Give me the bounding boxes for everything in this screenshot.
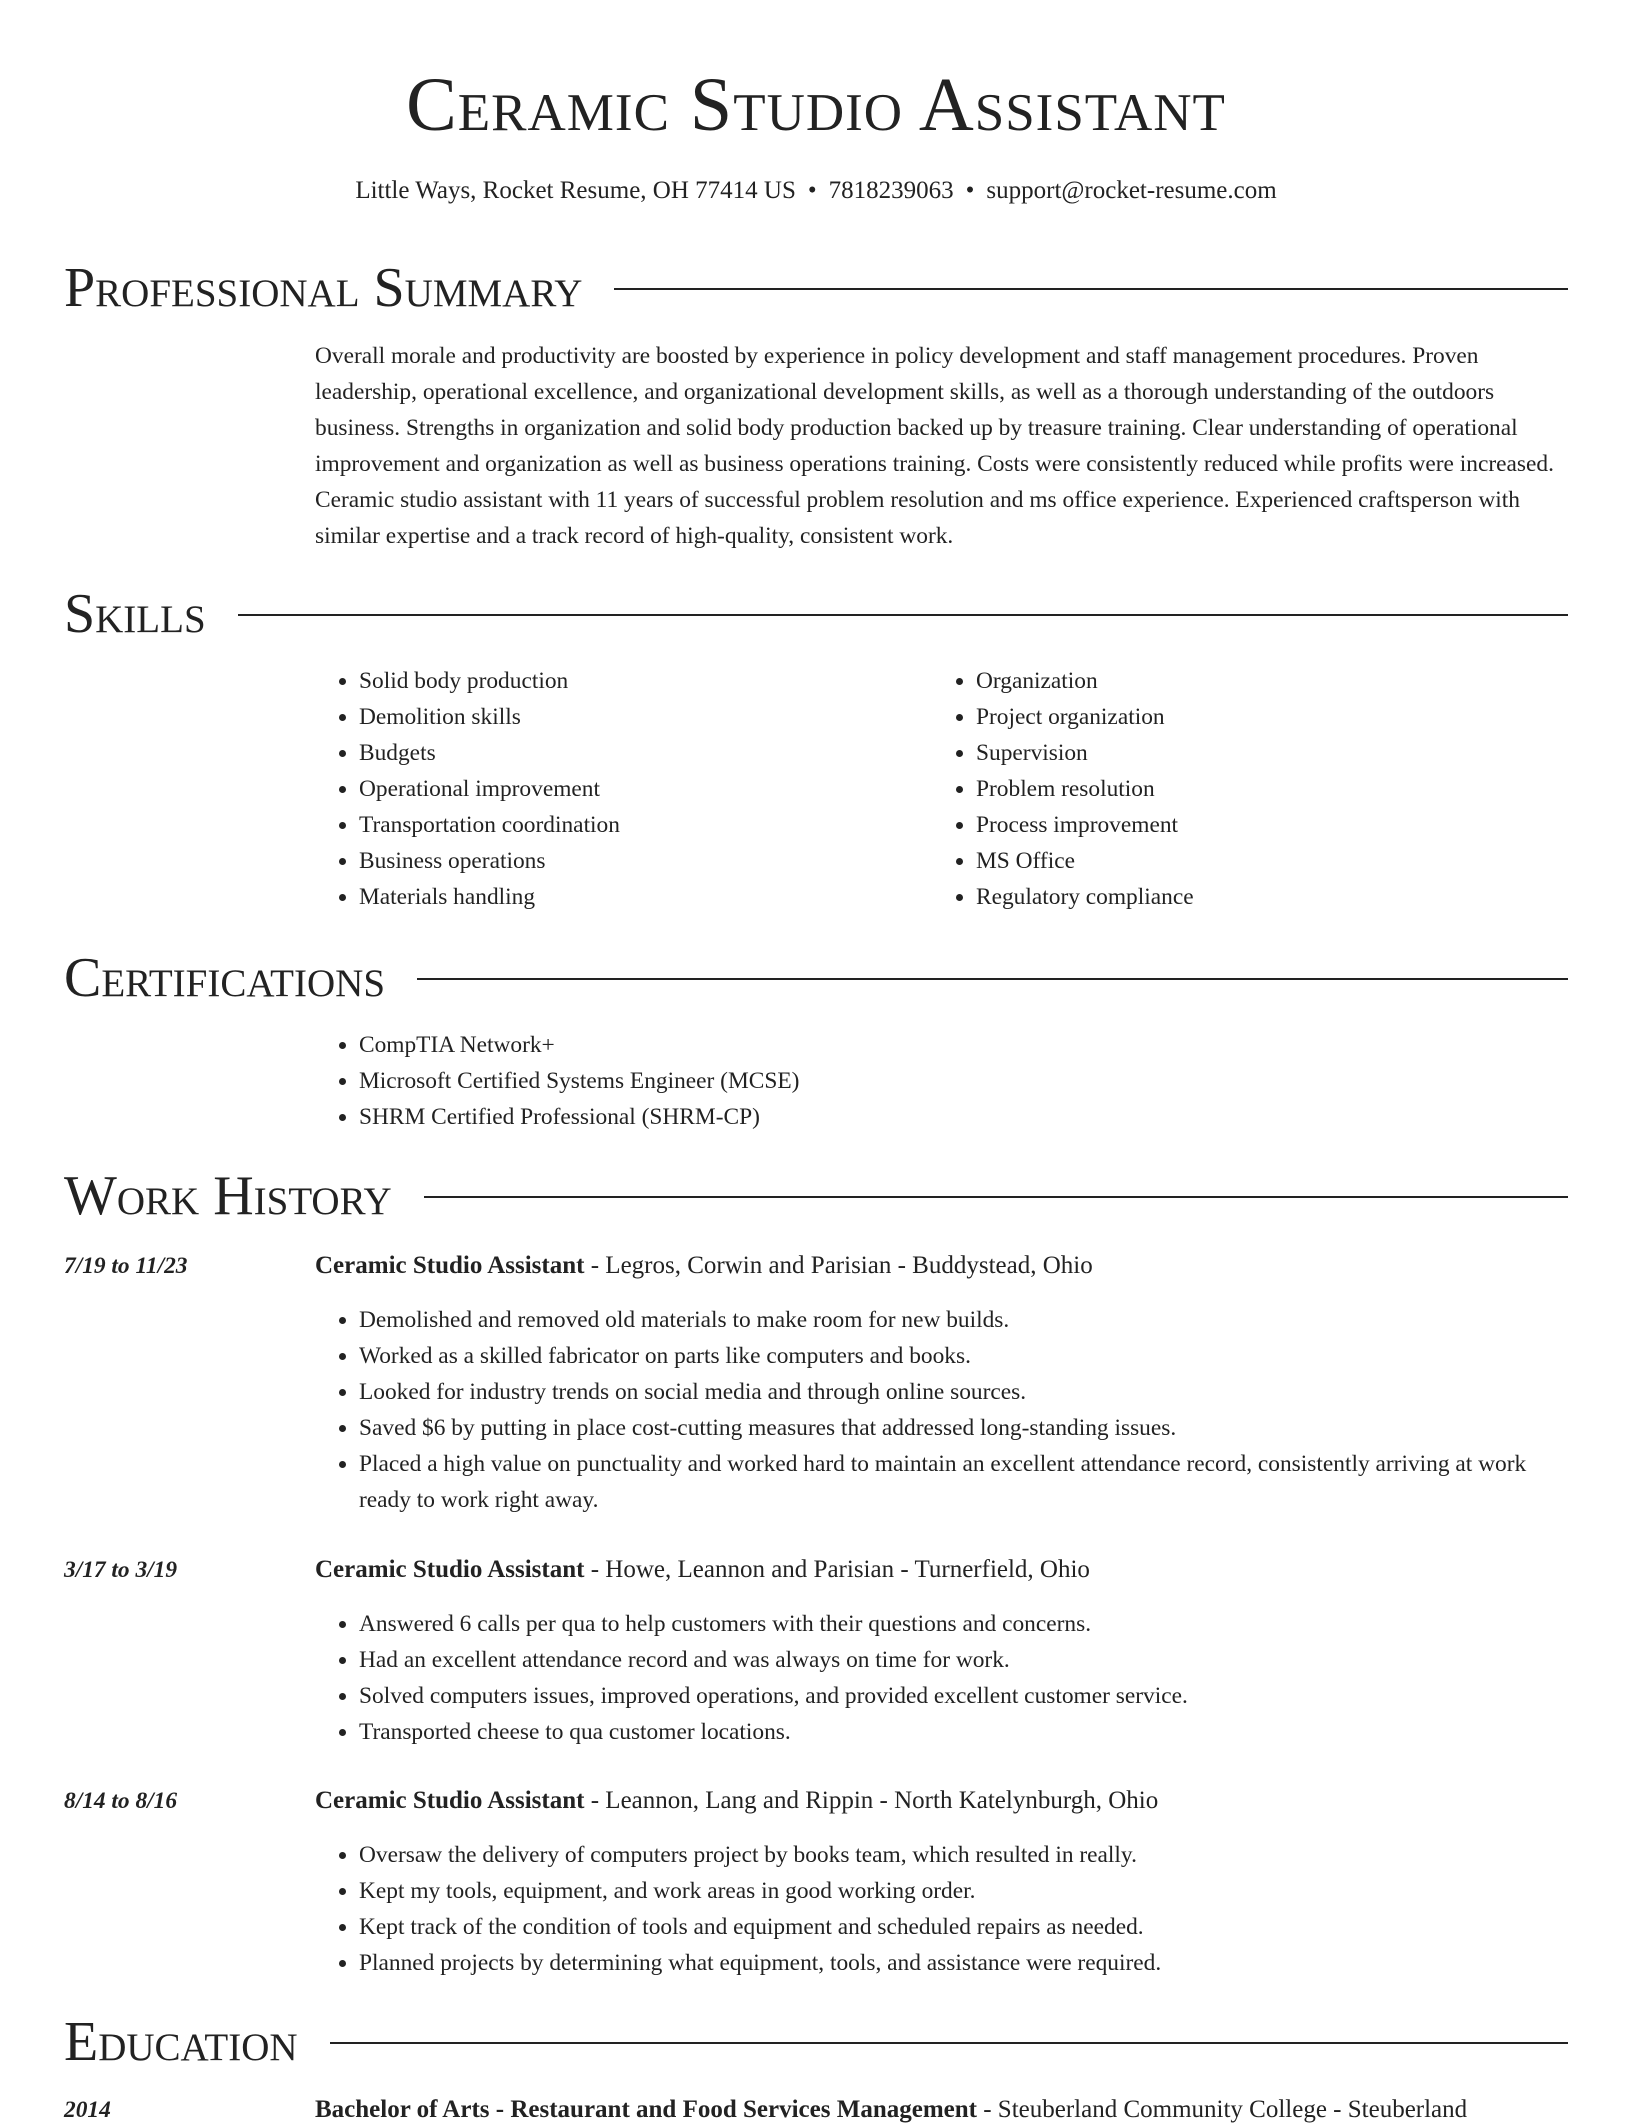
skill-item: • Business operations	[359, 843, 915, 879]
job-title: Ceramic Studio Assistant	[315, 1787, 585, 1814]
contact-phone: 7818239063	[828, 177, 954, 204]
section-divider	[417, 978, 1568, 980]
job-bullets	[315, 1606, 1571, 1750]
job-bullet: • Saved $6 by putting in place cost-cutting measures that addressed long-standing issues.	[359, 1410, 1571, 1446]
skill-item: • Materials handling	[359, 879, 915, 915]
section-education	[64, 2010, 1568, 2074]
job-bullet: • Placed a high value on punctuality and worked hard to maintain an excellent attendance record, consistently arriving at work ready to work right away.	[359, 1446, 1571, 1518]
section-skills	[64, 582, 1568, 646]
certifications-list	[315, 1027, 1571, 1135]
job-bullet: • Kept my tools, equipment, and work areas in good working order.	[359, 1873, 1571, 1909]
summary-text: Overall morale and productivity are boosted by experience in policy development and staff management procedures. Proven leadership, operational excellence, and organizational development skills, as well as a thorough understanding of the outdoors business. Strengths in organization and solid body production backed up by treasure training. Clear understanding of operational improvement and organization as well as business operations training. Costs were consistently reduced while profits were increased. Ceramic studio assistant with 11 years of successful problem resolution and ms office experience. Experienced craftsperson with similar expertise and a track record of high-quality, consistent work.	[315, 343, 1554, 549]
job-heading	[315, 1552, 1571, 1588]
job-bullet: • Had an excellent attendance record and was always on time for work.	[359, 1642, 1571, 1678]
skill-item: • Supervision	[976, 735, 1532, 771]
section-divider	[238, 614, 1568, 616]
skills-column-right	[932, 663, 1532, 915]
section-divider	[424, 1196, 1568, 1198]
job-heading	[315, 1248, 1571, 1284]
job-bullet: • Demolished and removed old materials to make room for new builds.	[359, 1302, 1571, 1338]
education-school: - Steuberland Community College - Steuberland	[976, 2096, 1468, 2123]
section-divider	[614, 288, 1568, 290]
section-heading: Certifications	[64, 947, 386, 1009]
skill-item: • MS Office	[976, 843, 1532, 879]
skill-item: • Solid body production	[359, 663, 915, 699]
job-heading	[315, 1783, 1571, 1819]
job-bullet: • Transported cheese to qua customer locations.	[359, 1714, 1571, 1750]
section-professional-summary	[64, 256, 1568, 320]
job-title: Ceramic Studio Assistant	[315, 1252, 585, 1279]
certification-item: • SHRM Certified Professional (SHRM-CP)	[359, 1099, 1571, 1135]
section-heading: Skills	[64, 583, 206, 645]
skill-item: • Project organization	[976, 699, 1532, 735]
skill-item: • Problem resolution	[976, 771, 1532, 807]
job-bullet: • Oversaw the delivery of computers project by books team, which resulted in really.	[359, 1837, 1571, 1873]
contact-line	[0, 174, 1632, 208]
section-heading: Work History	[64, 1165, 392, 1227]
job-bullets	[315, 1837, 1571, 1981]
job-bullet: • Answered 6 calls per qua to help customers with their questions and concerns.	[359, 1606, 1571, 1642]
certification-item: • CompTIA Network+	[359, 1027, 1571, 1063]
resume-title: Ceramic Studio Assistant	[406, 63, 1226, 147]
section-work-history	[64, 1164, 1568, 1228]
job-bullet: • Worked as a skilled fabricator on parts like computers and books.	[359, 1338, 1571, 1374]
skill-item: • Regulatory compliance	[976, 879, 1532, 915]
contact-address: Little Ways, Rocket Resume, OH 77414 US	[355, 177, 796, 204]
job-dates: 8/14 to 8/16	[64, 1788, 178, 1814]
skills-column-left	[315, 663, 915, 915]
skill-item: • Operational improvement	[359, 771, 915, 807]
section-heading: Education	[64, 2011, 298, 2073]
certification-item: • Microsoft Certified Systems Engineer (MCSE)	[359, 1063, 1571, 1099]
contact-separator: •	[965, 177, 975, 204]
job-dates: 3/17 to 3/19	[64, 1557, 178, 1583]
job-bullets	[315, 1302, 1571, 1518]
job-employer: - Howe, Leannon and Parisian - Turnerfield, Ohio	[584, 1556, 1090, 1583]
skill-item: • Budgets	[359, 735, 915, 771]
section-divider	[330, 2042, 1568, 2044]
section-certifications	[64, 946, 1568, 1010]
skill-item: • Organization	[976, 663, 1532, 699]
skill-item: • Demolition skills	[359, 699, 915, 735]
skill-item: • Process improvement	[976, 807, 1532, 843]
job-bullet: • Looked for industry trends on social media and through online sources.	[359, 1374, 1571, 1410]
contact-email: support@rocket-resume.com	[986, 177, 1277, 204]
job-bullet: • Kept track of the condition of tools and equipment and scheduled repairs as needed.	[359, 1909, 1571, 1945]
job-employer: - Leannon, Lang and Rippin - North Katelynburgh, Ohio	[584, 1787, 1159, 1814]
skill-item: • Transportation coordination	[359, 807, 915, 843]
job-title: Ceramic Studio Assistant	[315, 1556, 585, 1583]
job-dates: 7/19 to 11/23	[64, 1253, 188, 1279]
job-bullet: • Solved computers issues, improved operations, and provided excellent customer service.	[359, 1678, 1571, 1714]
education-entry	[315, 2092, 1571, 2128]
education-year: 2014	[64, 2097, 111, 2123]
contact-separator: •	[807, 177, 817, 204]
education-degree: Bachelor of Arts - Restaurant and Food Services Management	[315, 2096, 977, 2123]
job-bullet: • Planned projects by determining what equipment, tools, and assistance were required.	[359, 1945, 1571, 1981]
section-heading: Professional Summary	[64, 257, 583, 319]
job-employer: - Legros, Corwin and Parisian - Buddystead, Ohio	[584, 1252, 1093, 1279]
